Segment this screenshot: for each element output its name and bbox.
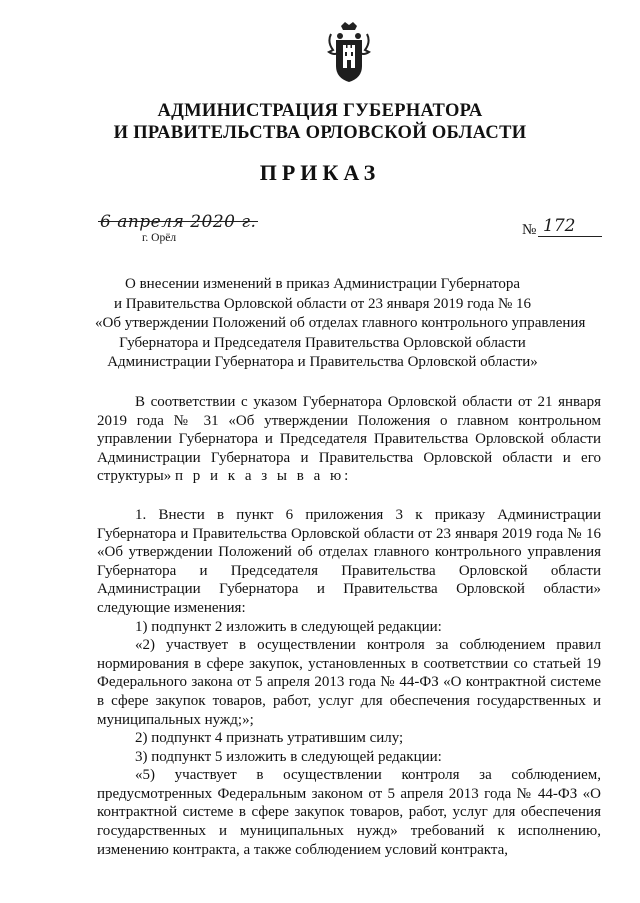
clause-1-paragraph: 1. Внести в пункт 6 приложения 3 к приказу Администрации Губернатора и Правительства Орловской области от 23 января 2019 года № 16 «Об утверждении Положений об отделах главного контрольного управления Губернатора и Председателя Правительства Орловской области Администрации Губернатора и Правительства Орловской области» следующие изменения:	[97, 506, 601, 616]
number-underline	[538, 236, 602, 237]
document-type-title: ПРИКАЗ	[259, 160, 381, 185]
number-sign: №	[522, 222, 537, 238]
preamble-paragraph	[97, 393, 601, 486]
subject-line: Администрации Губернатора и Правительства Орловской области»	[107, 354, 538, 370]
agency-name-line-2: И ПРАВИТЕЛЬСТВА ОРЛОВСКОЙ ОБЛАСТИ	[113, 123, 527, 143]
document-subject	[95, 275, 586, 373]
subject-line: Губернатора и Председателя Правительства Орловской области	[119, 334, 526, 351]
document-body	[97, 393, 601, 859]
subclause-2-text-paragraph: «2) участвует в осуществлении контроля за соблюдением правил нормирования в сфере закупок, установленных в соответствии со статьей 19 Федерального закона от 5 апреля 2013 года № 44-ФЗ «О контрактной системе в сфере закупок товаров, работ, услуг для обеспечения государственных и муниципальных нужд;»;	[97, 637, 601, 728]
subclause-3-paragraph: 3) подпункт 5 изложить в следующей редакции:	[135, 748, 442, 765]
order-verb: п р и к а з ы в а ю:	[174, 468, 352, 485]
subclause-5-text-paragraph: «5) участвует в осуществлении контроля за соблюдением, предусмотренных Федеральным законом от 5 апреля 2013 года № 44-ФЗ «О контрактной системе в сфере закупок товаров, работ, услуг для обеспечения государственных и муниципальных нужд» требований к исполнению, изменению контракта, а также соблюдением условий контракта,	[97, 767, 601, 858]
subclause-2-paragraph: 2) подпункт 4 признать утратившим силу;	[135, 730, 404, 747]
preamble-text: В соответствии с указом Губернатора Орловской области от 21 января 2019 года № 31 «Об утверждении Положения о главном контрольном управлении Губернатора и Председателя Правительства Орловской области Администрации Губернатора и Правительства Орловской области и его структуры»	[97, 394, 601, 485]
subject-line: О внесении изменений в приказ Администрации Губернатора	[125, 276, 520, 292]
coat-of-arms-icon	[327, 22, 371, 84]
subject-line: «Об утверждении Положений об отделах главного контрольного управления	[95, 315, 586, 331]
subclause-1-paragraph: 1) подпункт 2 изложить в следующей редакции:	[135, 618, 442, 635]
handwritten-date: 6 апреля 2020 г.	[100, 212, 257, 232]
city-label: г. Орёл	[142, 232, 177, 244]
handwritten-number: 172	[543, 216, 576, 236]
date-underline	[98, 221, 258, 222]
subject-line: и Правительства Орловской области от 23 января 2019 года № 16	[113, 295, 532, 312]
agency-name-line-1: АДМИНИСТРАЦИЯ ГУБЕРНАТОРА	[157, 101, 483, 121]
